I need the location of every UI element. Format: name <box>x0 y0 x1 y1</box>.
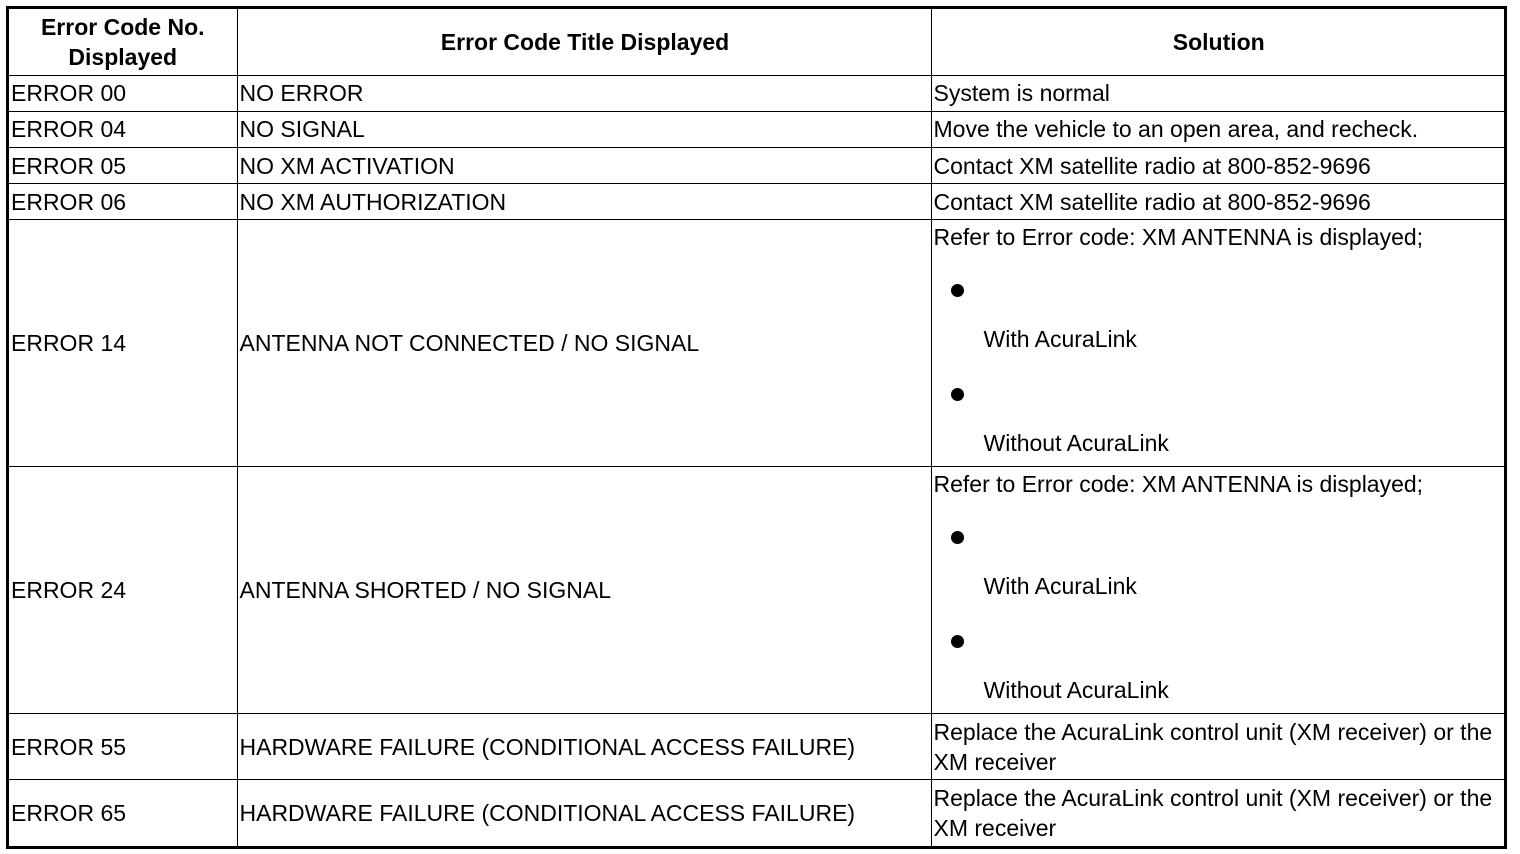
bullet-link-without-acuralink[interactable]: Without AcuraLink <box>983 430 1169 457</box>
bullet-link-without-acuralink[interactable]: Without AcuraLink <box>983 677 1169 704</box>
error-title-cell: NO ERROR <box>237 75 931 111</box>
error-title-cell: ANTENNA NOT CONNECTED / NO SIGNAL <box>237 220 931 467</box>
error-code-cell: ERROR 65 <box>9 780 237 846</box>
error-code-cell: ERROR 04 <box>9 111 237 147</box>
error-code-cell: ERROR 06 <box>9 184 237 220</box>
bullet-item <box>934 356 1505 460</box>
error-title-cell: HARDWARE FAILURE (CONDITIONAL ACCESS FAILURE) <box>237 713 931 779</box>
table-row <box>9 147 1504 183</box>
error-code-cell: ERROR 14 <box>9 220 237 467</box>
solution-cell: System is normal <box>931 75 1504 111</box>
solution-cell: Contact XM satellite radio at 800-852-9696 <box>931 147 1504 183</box>
solution-cell: Replace the AcuraLink control unit (XM receiver) or the XM receiver <box>931 780 1504 846</box>
table-row <box>9 111 1504 147</box>
table-row <box>9 467 1504 714</box>
error-code-cell: ERROR 24 <box>9 467 237 714</box>
solution-lead-text: Refer to Error code: XM ANTENNA is displayed; <box>933 471 1424 498</box>
solution-cell: Replace the AcuraLink control unit (XM receiver) or the XM receiver <box>931 713 1504 779</box>
error-title-cell: ANTENNA SHORTED / NO SIGNAL <box>237 467 931 714</box>
table-row <box>9 75 1504 111</box>
table-row <box>9 713 1504 779</box>
error-code-table-frame <box>6 6 1507 849</box>
error-title-cell: NO XM ACTIVATION <box>237 147 931 183</box>
bullet-icon <box>951 388 964 401</box>
bullet-item <box>934 252 1505 356</box>
bullet-link-with-acuralink[interactable]: With AcuraLink <box>983 573 1137 600</box>
header-error-title: Error Code Title Displayed <box>237 9 931 75</box>
bullet-icon <box>951 284 964 297</box>
table-row <box>9 780 1504 846</box>
error-title-cell: NO SIGNAL <box>237 111 931 147</box>
solution-cell <box>931 220 1504 467</box>
error-code-table <box>9 9 1504 846</box>
table-row <box>9 184 1504 220</box>
error-code-cell: ERROR 00 <box>9 75 237 111</box>
error-code-cell: ERROR 05 <box>9 147 237 183</box>
bullet-icon <box>951 635 964 648</box>
bullet-icon <box>951 531 964 544</box>
solution-cell: Move the vehicle to an open area, and recheck. <box>931 111 1504 147</box>
solution-cell <box>931 467 1504 714</box>
table-row <box>9 220 1504 467</box>
bullet-item <box>934 603 1505 707</box>
bullet-link-with-acuralink[interactable]: With AcuraLink <box>983 326 1137 353</box>
table-header-row <box>9 9 1504 75</box>
header-error-code: Error Code No. Displayed <box>9 9 237 75</box>
bullet-item <box>934 499 1505 603</box>
error-title-cell: NO XM AUTHORIZATION <box>237 184 931 220</box>
error-title-cell: HARDWARE FAILURE (CONDITIONAL ACCESS FAILURE) <box>237 780 931 846</box>
solution-cell: Contact XM satellite radio at 800-852-9696 <box>931 184 1504 220</box>
solution-lead-text: Refer to Error code: XM ANTENNA is displayed; <box>933 224 1424 251</box>
error-code-cell: ERROR 55 <box>9 713 237 779</box>
header-solution: Solution <box>931 9 1504 75</box>
